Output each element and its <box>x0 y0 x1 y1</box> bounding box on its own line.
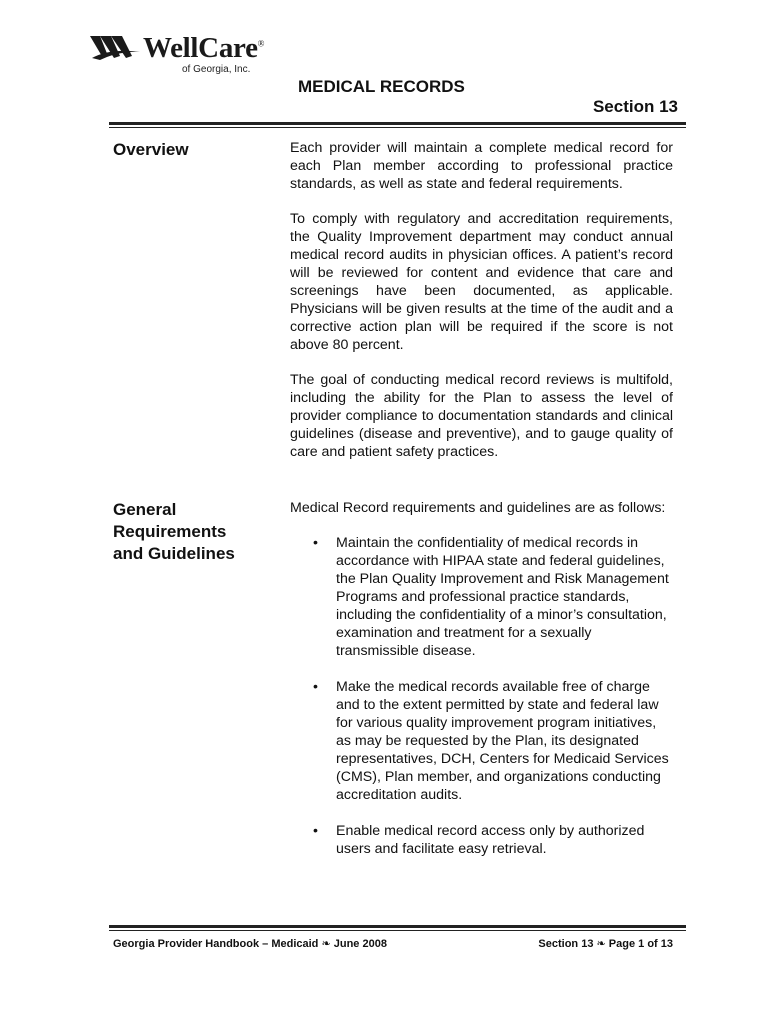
footer-right: Section 13 ❧ Page 1 of 13 <box>538 938 673 950</box>
overview-paragraph-1: Each provider will maintain a complete medical record for each Plan member according to professional practice standards, as well as state and federal requirements. <box>290 140 673 192</box>
bullet-icon: • <box>313 535 318 551</box>
list-item: • Make the medical records available free of charge and to the extent permitted by state and federal law for various quality improvement program initiatives, as may be requested by the Plan, its designated representatives, DCH, Centers for Medicaid Services (CMS), Plan member, and organizations conducting accreditation audits. <box>313 679 669 803</box>
logo-name: WellCare® <box>143 32 265 64</box>
overview-paragraph-3: The goal of conducting medical record reviews is multifold, including the ability for the Plan to assess the level of provider compliance to documentation standards and clinical guidelines (disease and preventive), and to gauge quality of care and patient safety practices. <box>290 372 673 460</box>
fleuron-icon: ❧ <box>596 938 606 950</box>
fleuron-icon: ❧ <box>321 938 331 950</box>
list-item: • Maintain the confidentiality of medical records in accordance with HIPAA state and federal guidelines, the Plan Quality Improvement and Risk Management Programs and professional practice standards, including the confidentiality of a minor’s consultation, examination and treatment for a sexually transmissible disease. <box>313 535 669 659</box>
overview-heading: Overview <box>113 140 189 159</box>
general-requirements-body <box>290 499 673 876</box>
bullet-icon: • <box>313 823 318 839</box>
document-title: MEDICAL RECORDS <box>298 77 465 96</box>
overview-body <box>290 139 673 478</box>
general-requirements-heading: General Requirements and Guidelines <box>113 500 235 563</box>
header-rule <box>109 122 686 128</box>
logo-subtitle: of Georgia, Inc. <box>182 64 251 75</box>
list-item: • Enable medical record access only by authorized users and facilitate easy retrieval. <box>313 823 645 857</box>
bullet-icon: • <box>313 679 318 695</box>
footer-rule <box>109 925 686 931</box>
wellcare-swoosh-icon <box>90 34 146 60</box>
section-number: Section 13 <box>592 97 678 116</box>
overview-paragraph-2: To comply with regulatory and accreditation requirements, the Quality Improvement department may conduct annual medical record audits in physician offices. A patient’s record will be reviewed for content and evidence that care and screenings have been documented, as applicable. Physicians will be given results at the time of the audit and a corrective action plan will be required if the score is not above 80 percent. <box>290 211 673 353</box>
requirements-list <box>290 534 673 858</box>
requirements-intro: Medical Record requirements and guidelines are as follows: <box>290 500 666 516</box>
footer-left: Georgia Provider Handbook – Medicaid ❧ June 2008 <box>113 938 387 950</box>
wellcare-logo <box>90 32 265 80</box>
